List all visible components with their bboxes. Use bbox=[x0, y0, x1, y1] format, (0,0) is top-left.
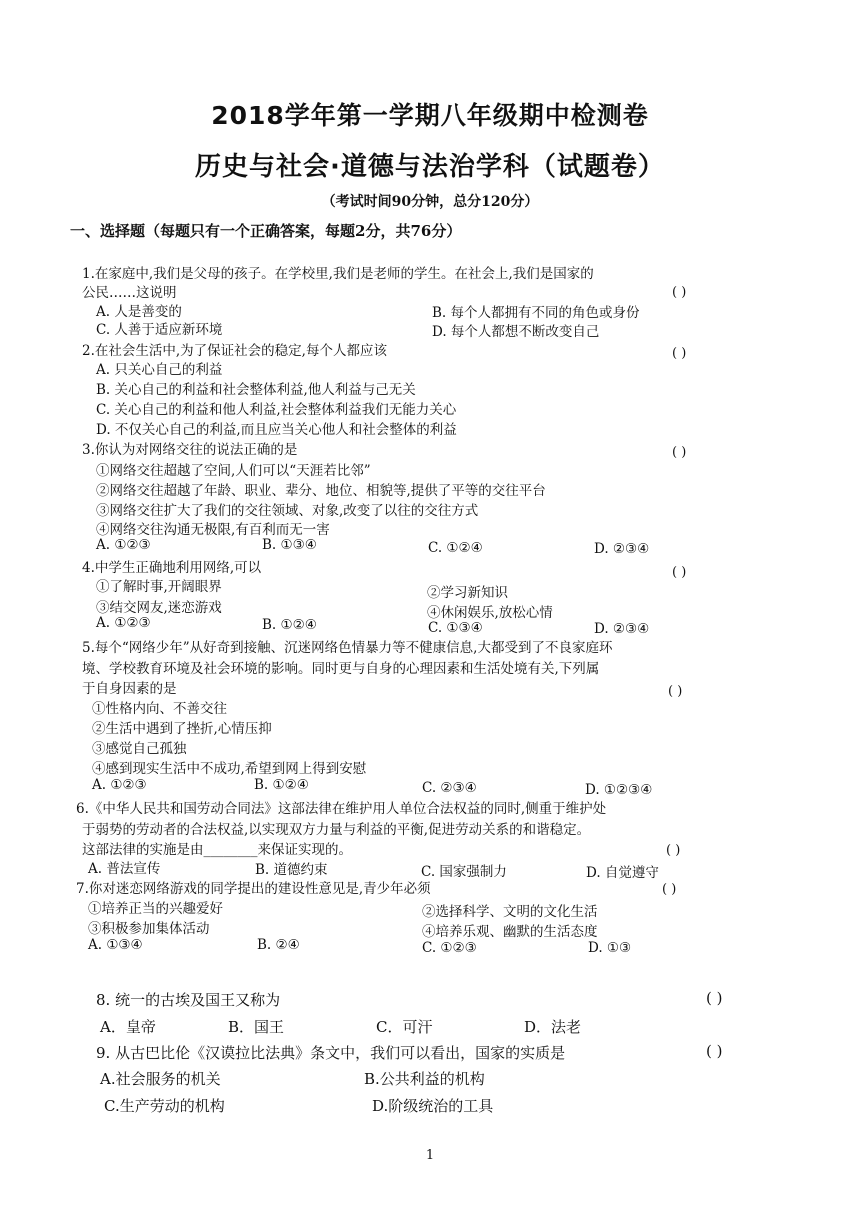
statement-1: ①培养正当的兴趣爱好 bbox=[88, 901, 223, 917]
page-number: 1 bbox=[425, 1148, 435, 1163]
option-b: B. ①②④ bbox=[254, 777, 309, 793]
option-c: C．可汗 bbox=[376, 1018, 433, 1036]
answer-blank: ( ) bbox=[672, 285, 687, 300]
option-c: C. ①②④ bbox=[428, 540, 483, 556]
question-7-stem: 7.你对迷恋网络游戏的同学提出的建设性意见是,青少年必须 bbox=[76, 881, 431, 897]
answer-blank: ( ) bbox=[668, 684, 683, 699]
statement-4: ④感到现实生活中不成功,希望到网上得到安慰 bbox=[92, 761, 367, 777]
option-b: B. ①②④ bbox=[262, 617, 317, 633]
question-5-stem-line3: 于自身因素的是 bbox=[82, 681, 177, 697]
statement-3: ③感觉自己孤独 bbox=[92, 741, 187, 757]
option-a: A. 只关心自己的利益 bbox=[96, 362, 223, 378]
question-6-stem-line1: 6.《中华人民共和国劳动合同法》这部法律在维护用人单位合法权益的同时,侧重于维护处 bbox=[76, 801, 607, 817]
option-d: D. 每个人都想不断改变自己 bbox=[432, 324, 600, 340]
exam-subject-title: 历史与社会·道德与法治学科（试题卷） bbox=[195, 152, 665, 182]
option-b: B. ②④ bbox=[257, 937, 300, 953]
answer-blank: ( ) bbox=[666, 843, 681, 858]
statement-1: ①网络交往超越了空间,人们可以“天涯若比邻” bbox=[96, 463, 371, 479]
option-d: D. ①②③④ bbox=[585, 782, 653, 798]
question-1-stem-line1: 1.在家庭中,我们是父母的孩子。在学校里,我们是老师的学生。在社会上,我们是国家的 bbox=[82, 266, 594, 282]
option-a: A. ①③④ bbox=[88, 937, 143, 953]
option-c: C.生产劳动的机构 bbox=[104, 1097, 225, 1115]
section-heading: 一、选择题（每题只有一个正确答案，每题2分，共76分） bbox=[70, 222, 462, 240]
statement-1: ①了解时事,开阔眼界 bbox=[96, 579, 222, 595]
answer-blank: ( ) bbox=[706, 1042, 723, 1060]
answer-blank: ( ) bbox=[662, 882, 677, 897]
statement-2: ②生活中遇到了挫折,心情压抑 bbox=[92, 721, 272, 737]
option-a: A. 人是善变的 bbox=[96, 304, 182, 320]
option-d: D. ①③ bbox=[588, 940, 632, 956]
question-8-stem: 8. 统一的古埃及国王又称为 bbox=[96, 991, 281, 1009]
answer-blank: ( ) bbox=[672, 565, 687, 580]
statement-2: ②选择科学、文明的文化生活 bbox=[422, 904, 598, 920]
option-b: B.公共利益的机构 bbox=[364, 1070, 485, 1088]
option-b: B. 每个人都拥有不同的角色或身份 bbox=[432, 305, 640, 321]
option-a: A. ①②③ bbox=[96, 615, 151, 631]
statement-4: ④网络交往沟通无极限,有百利而无一害 bbox=[96, 522, 330, 538]
statement-2: ②学习新知识 bbox=[427, 585, 508, 601]
question-1-stem-line2: 公民……这说明 bbox=[82, 285, 177, 301]
answer-blank: ( ) bbox=[706, 989, 723, 1007]
option-b: B. 关心自己的利益和社会整体利益,他人利益与己无关 bbox=[96, 382, 416, 398]
option-c: C. ②③④ bbox=[422, 780, 477, 796]
option-d: D. ②③④ bbox=[594, 621, 650, 637]
statement-3: ③结交网友,迷恋游戏 bbox=[96, 600, 222, 616]
statement-4: ④培养乐观、幽默的生活态度 bbox=[422, 924, 598, 940]
statement-3: ③积极参加集体活动 bbox=[88, 921, 210, 937]
option-c: C. ①②③ bbox=[422, 940, 477, 956]
option-c: C. ①③④ bbox=[428, 620, 483, 636]
statement-4: ④休闲娱乐,放松心情 bbox=[427, 605, 553, 621]
option-d: D. ②③④ bbox=[594, 541, 650, 557]
question-6-stem-line2: 于弱势的劳动者的合法权益,以实现双方力量与利益的平衡,促进劳动关系的和谐稳定。 bbox=[82, 822, 591, 838]
question-2-stem: 2.在社会生活中,为了保证社会的稳定,每个人都应该 bbox=[82, 343, 387, 359]
option-a: A. 普法宣传 bbox=[88, 861, 161, 877]
option-d: D.阶级统治的工具 bbox=[372, 1097, 494, 1115]
exam-info: （考试时间90分钟，总分120分） bbox=[321, 194, 539, 210]
option-b: B．国王 bbox=[228, 1018, 285, 1036]
option-c: C. 国家强制力 bbox=[421, 864, 507, 880]
question-5-stem-line1: 5.每个“网络少年”从好奇到接触、沉迷网络色情暴力等不健康信息,大都受到了不良家庭环 bbox=[82, 640, 613, 656]
question-9-stem: 9. 从古巴比伦《汉谟拉比法典》条文中，我们可以看出，国家的实质是 bbox=[96, 1044, 566, 1062]
option-d: D．法老 bbox=[524, 1018, 582, 1036]
statement-2: ②网络交往超越了年龄、职业、辈分、地位、相貌等,提供了平等的交往平台 bbox=[96, 483, 546, 499]
question-3-stem: 3.你认为对网络交往的说法正确的是 bbox=[82, 442, 298, 458]
answer-blank: ( ) bbox=[672, 445, 687, 460]
option-a: A.社会服务的机关 bbox=[100, 1070, 221, 1088]
option-c: C. 人善于适应新环境 bbox=[96, 322, 223, 338]
option-b: B. 道德约束 bbox=[255, 862, 328, 878]
statement-3: ③网络交往扩大了我们的交往领域、对象,改变了以往的交往方式 bbox=[96, 503, 479, 519]
question-5-stem-line2: 境、学校教育环境及社会环境的影响。同时更与自身的心理因素和生活处境有关,下列属 bbox=[82, 661, 600, 677]
option-a: A. ①②③ bbox=[96, 537, 151, 553]
question-6-stem-line3: 这部法律的实施是由________来保证实现的。 bbox=[82, 842, 352, 858]
option-d: D. 不仅关心自己的利益,而且应当关心他人和社会整体的利益 bbox=[96, 422, 457, 438]
option-c: C. 关心自己的利益和他人利益,社会整体利益我们无能力关心 bbox=[96, 402, 457, 418]
option-a: A. ①②③ bbox=[92, 777, 147, 793]
option-b: B. ①③④ bbox=[262, 537, 317, 553]
exam-title: 2018学年第一学期八年级期中检测卷 bbox=[211, 101, 649, 130]
option-d: D. 自觉遵守 bbox=[586, 865, 659, 881]
option-a: A．皇帝 bbox=[100, 1018, 156, 1036]
question-4-stem: 4.中学生正确地利用网络,可以 bbox=[82, 560, 262, 576]
statement-1: ①性格内向、不善交往 bbox=[92, 701, 227, 717]
answer-blank: ( ) bbox=[672, 346, 687, 361]
